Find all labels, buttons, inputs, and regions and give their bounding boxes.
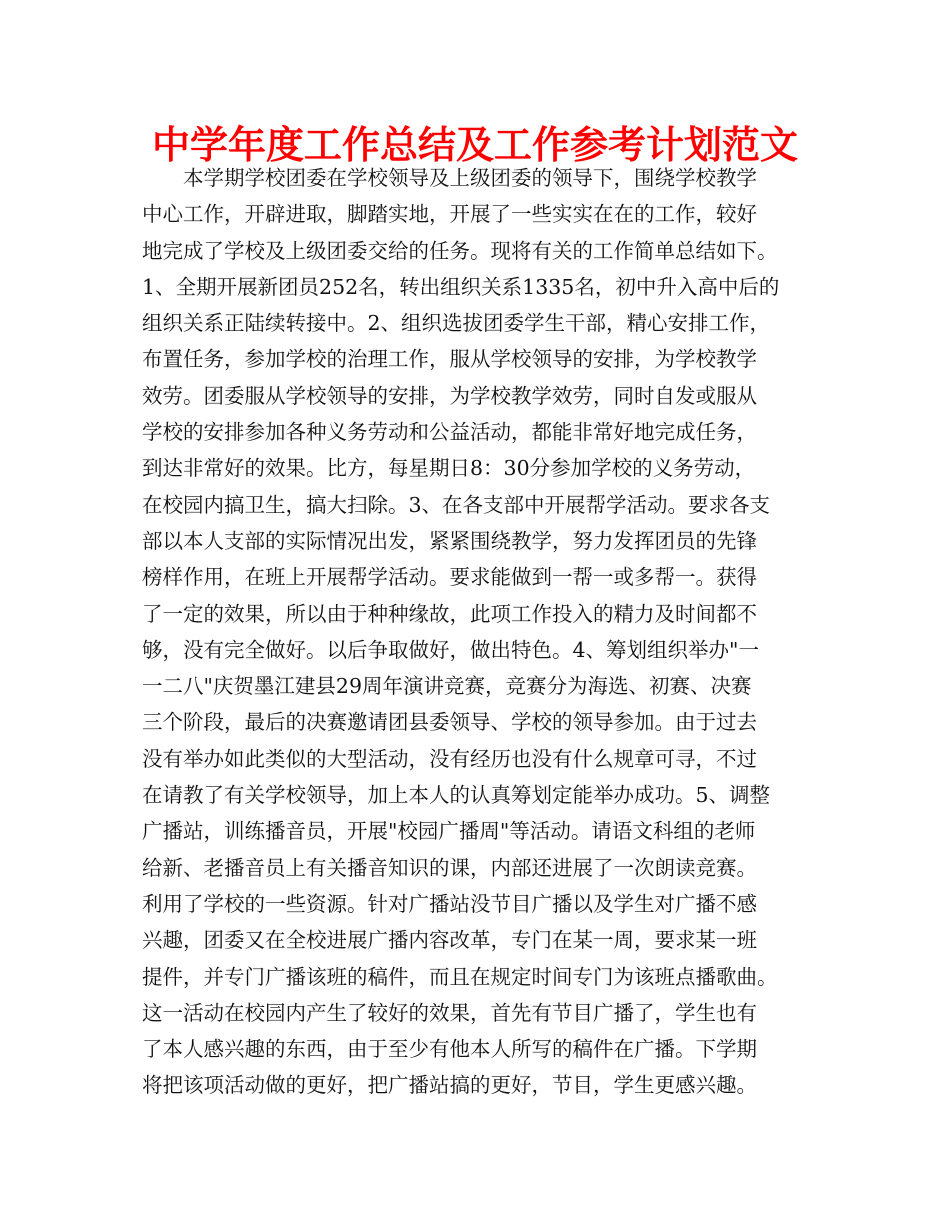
document-body [142,160,822,1104]
body-line-24: 这一活动在校园内产生了较好的效果，首先有节目广播了，学生也有 [142,1000,757,1025]
body-line-16: 三个阶段，最后的决赛邀请团县委领导、学校的领导参加。由于过去 [142,710,757,735]
body-line-19: 广播站，训练播音员，开展"校园广播周"等活动。请语文科组的老师 [142,819,756,844]
body-line-26: 将把该项活动做的更好，把广播站搞的更好，节目，学生更感兴趣。 [142,1073,757,1098]
body-line-18: 在请教了有关学校领导，加上本人的认真筹划定能举办成功。5、调整 [142,783,771,808]
body-line-2: 中心工作，开辟进取，脚踏实地，开展了一些实实在在的工作，较好 [142,202,757,227]
body-line-11: 部以本人支部的实际情况出发，紧紧围绕教学，努力发挥团员的先锋 [142,528,757,553]
body-line-4: 1、全期开展新团员252名，转出组织关系1335名，初中升入高中后的 [142,274,780,299]
body-line-3: 地完成了学校及上级团委交给的任务。现将有关的工作简单总结如下。 [142,238,778,263]
body-line-13: 了一定的效果，所以由于种种缘故，此项工作投入的精力及时间都不 [142,601,757,626]
body-line-20: 给新、老播音员上有关播音知识的课，内部还进展了一次朗读竞赛。 [142,855,757,880]
body-line-8: 学校的安排参加各种义务劳动和公益活动，都能非常好地完成任务， [142,420,757,445]
document-title: 中学年度工作总结及工作参考计划范文 [151,123,798,167]
body-line-15: 一二八"庆贺墨江建县29周年演讲竞赛，竞赛分为海选、初赛、决赛 [142,674,752,699]
body-line-10: 在校园内搞卫生，搞大扫除。3、在各支部中开展帮学活动。要求各支 [142,492,771,517]
body-line-5: 组织关系正陆续转接中。2、组织选拔团委学生干部，精心安排工作， [142,311,771,336]
body-line-17: 没有举办如此类似的大型活动，没有经历也没有什么规章可寻，不过 [142,746,757,771]
body-line-6: 布置任务，参加学校的治理工作，服从学校领导的安排，为学校教学 [142,347,757,372]
body-line-1: 本学期学校团委在学校领导及上级团委的领导下，围绕学校教学 [142,166,757,190]
body-line-12: 榜样作用，在班上开展帮学活动。要求能做到一帮一或多帮一。获得 [142,565,757,590]
body-line-9: 到达非常好的效果。比方，每星期日8：30分参加学校的义务劳动， [142,456,756,481]
body-line-21: 利用了学校的一些资源。针对广播站没节目广播以及学生对广播不感 [142,891,757,916]
body-line-25: 了本人感兴趣的东西，由于至少有他本人所写的稿件在广播。下学期 [142,1037,757,1062]
body-line-23: 提件，并专门广播该班的稿件，而且在规定时间专门为该班点播歌曲。 [142,964,778,989]
body-line-14: 够，没有完全做好。以后争取做好，做出特色。4、筹划组织举办"一 [142,637,759,662]
body-line-7: 效劳。团委服从学校领导的安排，为学校教学效劳，同时自发或服从 [142,383,757,408]
body-line-22: 兴趣，团委又在全校进展广播内容改革，专门在某一周，要求某一班 [142,928,757,953]
